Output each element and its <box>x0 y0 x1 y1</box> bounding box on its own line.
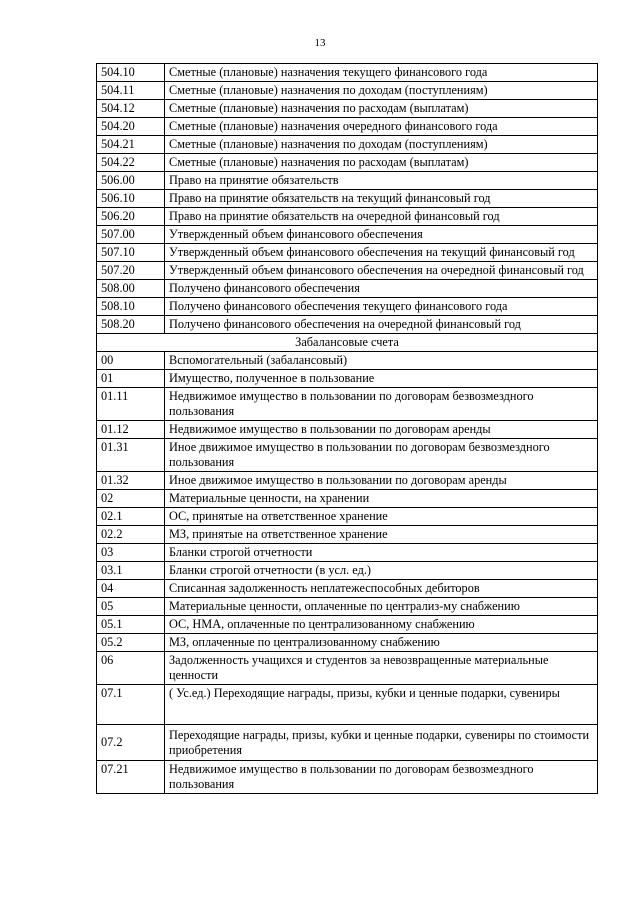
account-name: Недвижимое имущество в пользовании по договорам аренды <box>165 421 598 439</box>
table-row <box>97 244 598 262</box>
account-code: 01.31 <box>97 439 165 472</box>
account-code: 02 <box>97 490 165 508</box>
table-row <box>97 616 598 634</box>
table-row <box>97 526 598 544</box>
account-code: 506.20 <box>97 208 165 226</box>
account-name: Списанная задолженность неплатежеспособных дебиторов <box>165 580 598 598</box>
account-name: Сметные (плановые) назначения текущего финансового года <box>165 64 598 82</box>
section-header-row <box>97 334 598 352</box>
table-row <box>97 388 598 421</box>
account-name: Бланки строгой отчетности <box>165 544 598 562</box>
account-name: МЗ, принятые на ответственное хранение <box>165 526 598 544</box>
account-code: 01.12 <box>97 421 165 439</box>
account-name: Утвержденный объем финансового обеспечения <box>165 226 598 244</box>
account-code: 506.00 <box>97 172 165 190</box>
account-name: Сметные (плановые) назначения по расходам (выплатам) <box>165 100 598 118</box>
account-name: Получено финансового обеспечения <box>165 280 598 298</box>
table-row <box>97 352 598 370</box>
account-code: 504.22 <box>97 154 165 172</box>
account-name: Право на принятие обязательств <box>165 172 598 190</box>
table-row <box>97 472 598 490</box>
account-code: 504.11 <box>97 82 165 100</box>
table-row <box>97 208 598 226</box>
account-name: Материальные ценности, на хранении <box>165 490 598 508</box>
account-code: 07.21 <box>97 761 165 794</box>
table-row <box>97 652 598 685</box>
account-code: 504.20 <box>97 118 165 136</box>
account-name: ОС, принятые на ответственное хранение <box>165 508 598 526</box>
account-code: 03 <box>97 544 165 562</box>
account-code: 504.21 <box>97 136 165 154</box>
account-name: Получено финансового обеспечения на очередной финансовый год <box>165 316 598 334</box>
account-code: 507.10 <box>97 244 165 262</box>
account-name: Недвижимое имущество в пользовании по договорам безвозмездного пользования <box>165 388 598 421</box>
account-code: 07.1 <box>97 685 165 725</box>
account-name: Недвижимое имущество в пользовании по договорам безвозмездного пользования <box>165 761 598 794</box>
account-code: 508.20 <box>97 316 165 334</box>
table-row <box>97 226 598 244</box>
account-code: 06 <box>97 652 165 685</box>
table-row <box>97 580 598 598</box>
account-name: Иное движимое имущество в пользовании по договорам аренды <box>165 472 598 490</box>
table-row <box>97 82 598 100</box>
account-name: Право на принятие обязательств на текущий финансовый год <box>165 190 598 208</box>
account-name: Переходящие награды, призы, кубки и ценные подарки, сувениры по стоимости приобретения <box>165 725 598 761</box>
section-header: Забалансовые счета <box>97 334 598 352</box>
account-name: Бланки строгой отчетности (в усл. ед.) <box>165 562 598 580</box>
account-name: Имущество, полученное в пользование <box>165 370 598 388</box>
table-row <box>97 634 598 652</box>
account-name: Вспомогательный (забалансовый) <box>165 352 598 370</box>
account-code: 01 <box>97 370 165 388</box>
account-name: Сметные (плановые) назначения очередного финансового года <box>165 118 598 136</box>
account-name: Получено финансового обеспечения текущего финансового года <box>165 298 598 316</box>
account-code: 05.2 <box>97 634 165 652</box>
account-code: 04 <box>97 580 165 598</box>
table-row <box>97 136 598 154</box>
page-number: 13 <box>314 37 326 49</box>
table-row <box>97 298 598 316</box>
account-code: 05.1 <box>97 616 165 634</box>
account-code: 504.10 <box>97 64 165 82</box>
table-row <box>97 280 598 298</box>
account-name: Утвержденный объем финансового обеспечения на очередной финансовый год <box>165 262 598 280</box>
account-name: Сметные (плановые) назначения по доходам (поступлениям) <box>165 82 598 100</box>
table-row <box>97 490 598 508</box>
table-row <box>97 190 598 208</box>
account-code: 03.1 <box>97 562 165 580</box>
table-row <box>97 725 598 761</box>
account-name: Сметные (плановые) назначения по расходам (выплатам) <box>165 154 598 172</box>
account-code: 504.12 <box>97 100 165 118</box>
account-name: Материальные ценности, оплаченные по централиз-му снабжению <box>165 598 598 616</box>
table-row <box>97 562 598 580</box>
table-row <box>97 598 598 616</box>
table-row <box>97 154 598 172</box>
table-row <box>97 316 598 334</box>
table-row <box>97 421 598 439</box>
account-name: Утвержденный объем финансового обеспечения на текущий финансовый год <box>165 244 598 262</box>
account-code: 506.10 <box>97 190 165 208</box>
table-row <box>97 64 598 82</box>
account-code: 507.20 <box>97 262 165 280</box>
account-code: 508.10 <box>97 298 165 316</box>
table-row <box>97 262 598 280</box>
account-code: 01.11 <box>97 388 165 421</box>
account-code: 507.00 <box>97 226 165 244</box>
account-name: Иное движимое имущество в пользовании по договорам безвозмездного пользования <box>165 439 598 472</box>
account-name: ( Ус.ед.) Переходящие награды, призы, кубки и ценные подарки, сувениры <box>165 685 598 725</box>
table-row <box>97 761 598 794</box>
account-name: МЗ, оплаченные по централизованному снабжению <box>165 634 598 652</box>
table-row <box>97 118 598 136</box>
table-row <box>97 544 598 562</box>
table-row <box>97 685 598 725</box>
account-code: 01.32 <box>97 472 165 490</box>
account-code: 00 <box>97 352 165 370</box>
account-code: 05 <box>97 598 165 616</box>
account-name: Сметные (плановые) назначения по доходам (поступлениям) <box>165 136 598 154</box>
account-name: Задолженность учащихся и студентов за невозвращенные материальные ценности <box>165 652 598 685</box>
accounts-table <box>96 63 598 794</box>
account-code: 07.2 <box>97 725 165 761</box>
account-name: ОС, НМА, оплаченные по централизованному снабжению <box>165 616 598 634</box>
account-code: 508.00 <box>97 280 165 298</box>
table-row <box>97 172 598 190</box>
account-name: Право на принятие обязательств на очередной финансовый год <box>165 208 598 226</box>
table-row <box>97 508 598 526</box>
table-row <box>97 439 598 472</box>
table-row <box>97 100 598 118</box>
table-row <box>97 370 598 388</box>
account-code: 02.2 <box>97 526 165 544</box>
account-code: 02.1 <box>97 508 165 526</box>
